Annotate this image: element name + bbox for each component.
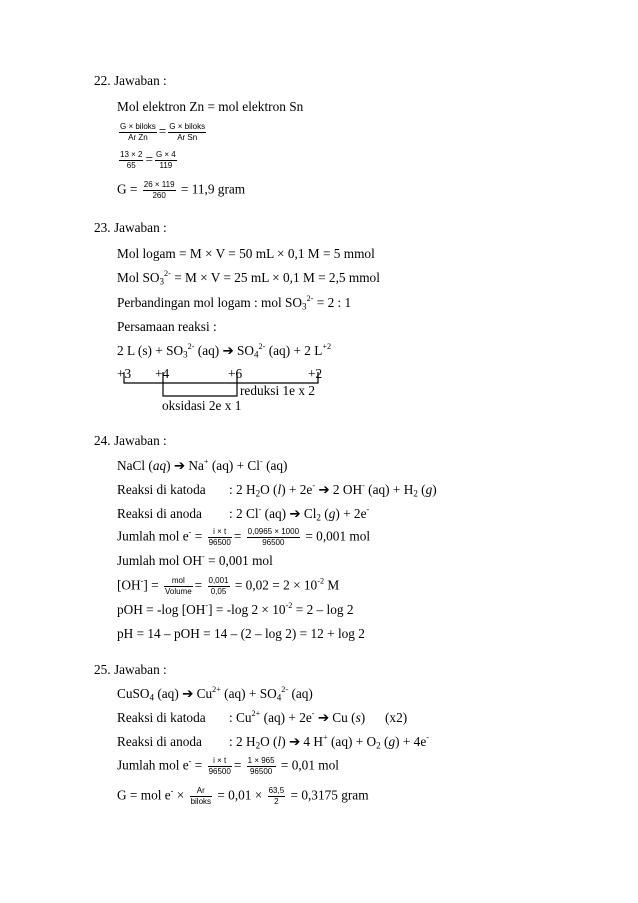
q22-formula1: $\frac{\text{G × biloks}}{\text{Ar Zn}}$ = $\frac{\text{G × biloks}}{\text{Ar Sn}}$: [120, 122, 206, 142]
arrow-icon: ➔: [289, 506, 301, 521]
arrow-icon: ➔: [222, 343, 234, 358]
q22-result: G = $\frac{26 \times 119}{260}$ = 11,9 gram: [117, 180, 246, 200]
fraction: $\frac{\text{G × biloks}}{\text{Ar Sn}}$: [169, 122, 206, 142]
q23-line3: Perbandingan mol logam : mol $SO_3^{2-} = 2$ : 1: [117, 293, 352, 312]
q23-heading: 23. Jawaban :: [94, 220, 167, 235]
q25-mass: G = mol e- × $\frac{Ar}{\text{biloks}}$ = 0,01 × $\frac{63,5}{2}$ = 0,3175 gram: [117, 786, 369, 806]
q22-heading: 22. Jawaban :: [94, 73, 167, 88]
q25-katoda-multiplier: (x2): [385, 710, 408, 725]
fraction: $\frac{\text{G × biloks}}{\text{Ar Zn}}$: [120, 122, 156, 142]
q24-concentration: [OH-] = $\frac{\text{mol}}{\text{Volume}}$ = $\frac{0,001}{0,05}$ = $0,02 = 2 \times 10^{-2}$ M: [117, 576, 340, 596]
q25-heading: 25. Jawaban :: [94, 662, 167, 677]
q23-line4: Persamaan reaksi :: [117, 319, 217, 334]
q25-anoda-equation: : 2 $H_2O$ (l) ➔ 4 H+ $(aq) + O_2$ (g) + 4e-: [229, 732, 429, 751]
q25-katoda-label: Reaksi di katoda: [117, 710, 206, 725]
oxidation-label: oksidasi 2e x 1: [162, 398, 242, 413]
fraction: $\frac{i \times t}{96500}$: [208, 527, 231, 547]
fraction: $\frac{26 \times 119}{260}$: [143, 180, 175, 200]
arrow-icon: ➔: [288, 734, 301, 749]
q24-ph: pH = 14 – pOH = 14 – (2 – log 2) = 12 + log 2: [117, 626, 365, 641]
q24-katoda-label: Reaksi di katoda: [117, 482, 206, 497]
ox-number-3: +6: [228, 366, 243, 381]
reduction-label: reduksi 1e x 2: [240, 383, 315, 398]
arrow-icon: ➔: [317, 710, 329, 725]
arrow-icon: ➔: [182, 686, 194, 701]
q24-anoda-equation: : 2 Cl- (aq) ➔ $Cl_2$ (g) + 2e-: [229, 504, 370, 523]
q24-anoda-label: Reaksi di anoda: [117, 506, 202, 521]
q24-line1: NaCl (aq) ➔ Na+ (aq) + Cl- (aq): [117, 456, 288, 473]
q25-katoda-equation: : $Cu^{2+}$ (aq) + 2e- ➔ Cu (s): [229, 708, 366, 725]
q24-electron-mol: Jumlah mol e- = $\frac{i \times t}{96500}$ = $\frac{0,0965 \times 1000}{96500}$ = 0,001 mol: [117, 527, 371, 547]
arrow-icon: ➔: [318, 482, 330, 497]
q25-line1: CuSO$_4$ (aq) ➔ $Cu^{2+}$ $(aq) + SO_4^{2-}$ (aq): [117, 684, 313, 703]
q22-line1: Mol elektron Zn = mol elektron Sn: [117, 99, 304, 114]
ox-number-1: +3: [117, 366, 132, 381]
fraction: $\frac{Ar}{\text{biloks}}$: [190, 786, 212, 806]
fraction: $\frac{G \times 4}{119}$: [155, 150, 176, 170]
fraction: $\frac{13 \times 2}{65}$: [120, 150, 143, 170]
q23-line1: Mol logam = M × V = 50 mL × 0,1 M = 5 mmol: [117, 246, 375, 261]
fraction: $\frac{0,001}{0,05}$: [208, 576, 229, 596]
q23-equation: 2 L $(s) + SO_3^{2-}$ (aq) ➔ $SO_4^{2-}$ (aq) + 2 $L^{+2}$: [117, 341, 332, 360]
q23-line2: Mol $SO_3^{2-} = M \times V = 25$ mL × 0,1 M = 2,5 mmol: [117, 268, 380, 287]
q24-katoda-equation: : 2 $H_2O$ (l) + 2e- ➔ 2 OH- $(aq) + H_2$ (g): [229, 480, 437, 499]
ox-number-4: +2: [308, 366, 323, 381]
fraction: $\frac{\text{mol}}{\text{Volume}}$: [164, 576, 192, 596]
q24-poh: pOH = -log [OH-] = -log $2 \times 10^{-2} = 2 - \log 2$: [117, 600, 354, 617]
arrow-icon: ➔: [173, 458, 186, 473]
fraction: $\frac{0,0965 \times 1000}{96500}$: [247, 527, 300, 547]
fraction: $\frac{1 \times 965}{96500}$: [247, 756, 275, 776]
q24-oh-mol: Jumlah mol OH- = 0,001 mol: [117, 551, 273, 568]
q24-heading: 24. Jawaban :: [94, 433, 167, 448]
q25-anoda-label: Reaksi di anoda: [117, 734, 202, 749]
ox-number-2: +4: [155, 366, 170, 381]
q25-electron-mol: Jumlah mol e- = $\frac{i \times t}{96500}$ = $\frac{1 \times 965}{96500}$ = 0,01 mol: [117, 756, 339, 776]
fraction: $\frac{63,5}{2}$: [268, 786, 285, 806]
q22-formula2: $\frac{13 \times 2}{65}$ = $\frac{G \times 4}{119}$: [120, 150, 176, 170]
fraction: $\frac{i \times t}{96500}$: [208, 756, 231, 776]
